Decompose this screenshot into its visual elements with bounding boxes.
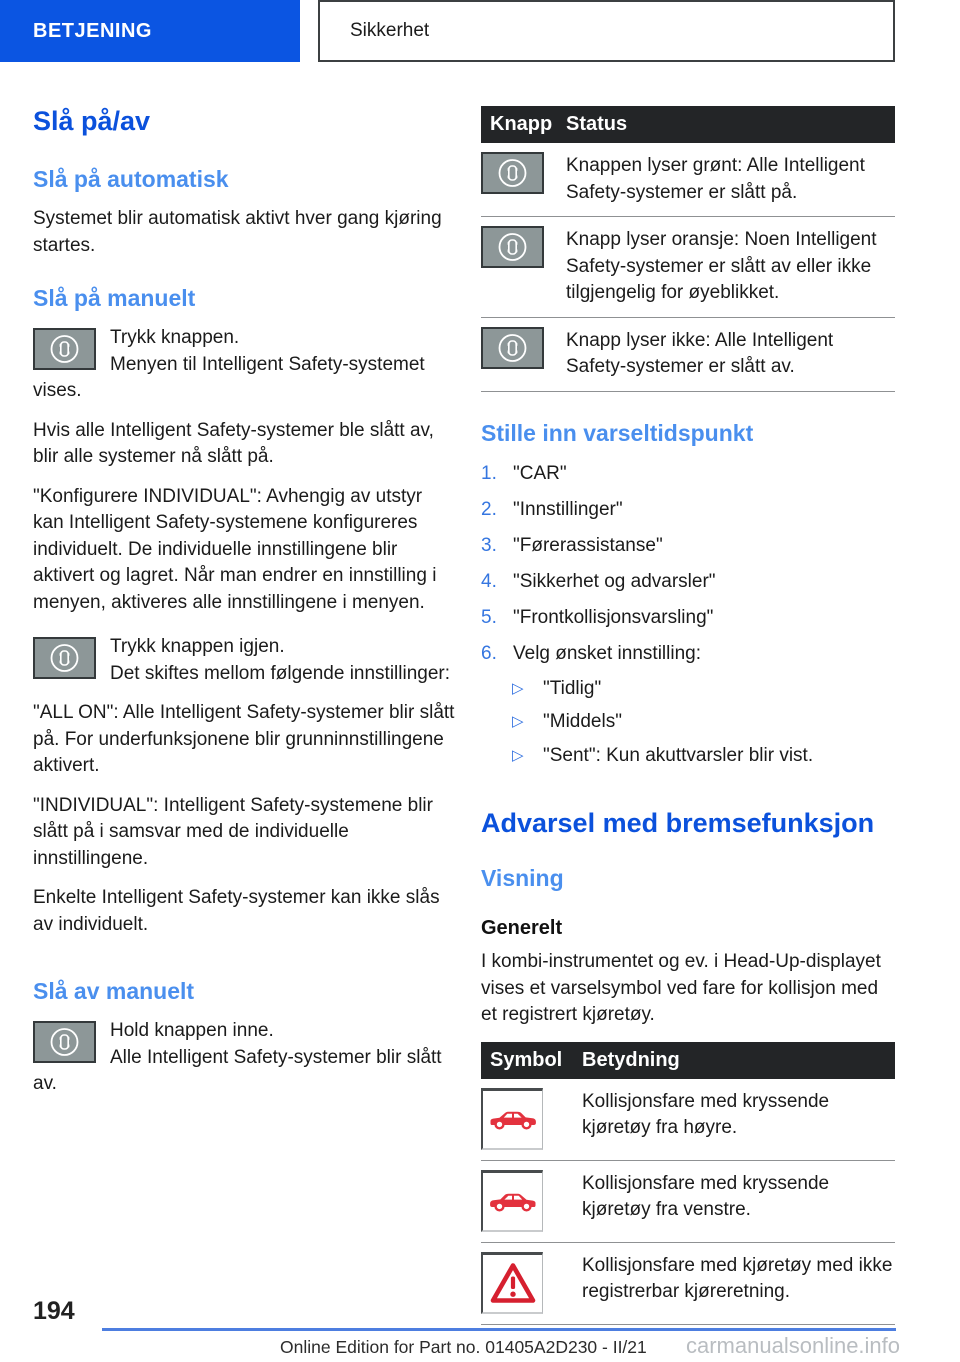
option-item: ▷ "Tidlig" bbox=[481, 672, 895, 706]
button-instruction bbox=[33, 634, 457, 687]
table-row bbox=[481, 1161, 895, 1243]
symbol-table bbox=[481, 1042, 895, 1325]
body-paragraph: "INDIVIDUAL": Intelligent Safety-systemene blir slått på i samsvar med de individuelle innstillingene. bbox=[33, 794, 433, 869]
symbol-meaning: Kollisjonsfare med kryssende kjøretøy fra høyre. bbox=[582, 1090, 830, 1138]
symbol-meaning: Kollisjonsfare med kjøretøy med ikke registrerbar kjøreretning. bbox=[582, 1254, 893, 1302]
triangle-bullet-icon: ▷ bbox=[512, 679, 524, 697]
car-crossing-from-left-icon bbox=[481, 1170, 543, 1232]
button-instruction bbox=[33, 325, 457, 405]
column-header: Status bbox=[566, 113, 628, 135]
table-header bbox=[481, 1042, 895, 1079]
table-row bbox=[481, 1243, 895, 1325]
list-item: 6. Velg ønsket innstilling: bbox=[481, 642, 701, 664]
triangle-bullet-icon: ▷ bbox=[512, 746, 524, 764]
body-paragraph: Systemet blir automatisk aktivt hver gang kjøring startes. bbox=[33, 208, 442, 256]
symbol-meaning: Kollisjonsfare med kryssende kjøretøy fra venstre. bbox=[582, 1172, 830, 1220]
button-status-table bbox=[481, 106, 895, 392]
list-item: 5. "Frontkollisjonsvarsling" bbox=[481, 606, 714, 628]
page-title: Slå på/av bbox=[33, 106, 151, 136]
triangle-bullet-icon: ▷ bbox=[512, 713, 524, 730]
heading-manual-on: Slå på manuelt bbox=[33, 285, 196, 311]
right-column bbox=[481, 106, 895, 1325]
column-header: Knapp bbox=[490, 113, 553, 135]
edition-note: Online Edition for Part no. 01405A2D230 - II/21 bbox=[280, 1337, 647, 1357]
status-text: Knappen lyser grønt: Alle Intelligent Safety-systemer er slått på. bbox=[566, 155, 865, 203]
list-item: 2. "Innstillinger" bbox=[481, 498, 623, 520]
section-title-box bbox=[318, 0, 895, 62]
heading-warning-time: Stille inn varseltidspunkt bbox=[481, 419, 754, 446]
heading-display: Visning bbox=[481, 865, 564, 891]
status-text: Knapp lyser ikke: Alle Intelligent Safety-systemer er slått av. bbox=[566, 329, 834, 377]
car-crossing-from-right-icon bbox=[481, 1088, 543, 1150]
menu-path-steps bbox=[481, 456, 895, 773]
status-text: Knapp lyser oransje: Noen Intelligent Safety-systemer er slått av eller ikke tilgjengelig for øyeblikket. bbox=[566, 229, 877, 303]
chapter-tab bbox=[0, 0, 300, 62]
column-header: Betydning bbox=[582, 1048, 680, 1071]
instruction-text: Trykk knappen igjen. Det skiftes mellom følgende innstillinger: bbox=[110, 636, 451, 684]
intelligent-safety-button-icon bbox=[481, 327, 544, 369]
section-title: Advarsel med bremsefunksjon bbox=[481, 808, 875, 838]
watermark-text: carmanualsonline.info bbox=[686, 1333, 901, 1358]
heading-general: Generelt bbox=[481, 917, 563, 939]
column-header: Symbol bbox=[490, 1048, 563, 1071]
option-item: ▷ "Sent": Kun akuttvarsler blir vist. bbox=[481, 739, 895, 773]
footer-divider bbox=[102, 1328, 896, 1331]
body-paragraph: Hvis alle Intelligent Safety-systemer ble slått av, blir alle systemer nå slått på. bbox=[33, 419, 434, 467]
section-label: Sikkerhet bbox=[350, 20, 430, 41]
chapter-label: BETJENING bbox=[33, 19, 152, 42]
list-item: 4. "Sikkerhet og advarsler" bbox=[481, 570, 716, 592]
option-item: ▷ "Middels" bbox=[481, 705, 895, 739]
page-number: 194 bbox=[33, 1297, 75, 1325]
warning-triangle-icon bbox=[481, 1252, 543, 1314]
left-column bbox=[33, 98, 457, 1111]
heading-manual-off: Slå av manuelt bbox=[33, 978, 195, 1004]
table-row bbox=[481, 318, 895, 392]
table-row bbox=[481, 217, 895, 318]
button-instruction bbox=[33, 1018, 457, 1098]
list-item: 1. "CAR" bbox=[481, 462, 567, 484]
table-row bbox=[481, 1079, 895, 1161]
body-paragraph: "ALL ON": Alle Intelligent Safety-systemer blir slått på. For underfunksjonene blir grunninnstillingene aktivert. bbox=[33, 702, 455, 776]
heading-auto-on: Slå på automatisk bbox=[33, 166, 229, 192]
table-header bbox=[481, 106, 895, 143]
intelligent-safety-button-icon bbox=[33, 328, 96, 370]
body-paragraph: "Konfigurere INDIVIDUAL": Avhengig av utstyr kan Intelligent Safety-systemene konfigureres individuelt. De individuelle innstillingene blir aktivert og lagret. Når man endrer en innstilling i menyen, aktiveres alle innstillingene i menyen. bbox=[33, 485, 437, 613]
intelligent-safety-button-icon bbox=[481, 152, 544, 194]
intelligent-safety-button-icon bbox=[33, 637, 96, 679]
instruction-text: Hold knappen inne. Alle Intelligent Safety-systemer blir slått av. bbox=[33, 1020, 442, 1094]
list-item: 3. "Førerassistanse" bbox=[481, 534, 663, 556]
intelligent-safety-button-icon bbox=[33, 1021, 96, 1063]
body-paragraph: Enkelte Intelligent Safety-systemer kan ikke slås av individuelt. bbox=[33, 887, 440, 935]
instruction-text: Trykk knappen. Menyen til Intelligent Safety-systemet vises. bbox=[33, 327, 425, 401]
table-row bbox=[481, 143, 895, 217]
intelligent-safety-button-icon bbox=[481, 226, 544, 268]
body-paragraph: I kombi-instrumentet og ev. i Head-Up-displayet vises et varselsymbol ved fare for kollisjon med et registrert kjøretøy. bbox=[481, 951, 881, 1025]
